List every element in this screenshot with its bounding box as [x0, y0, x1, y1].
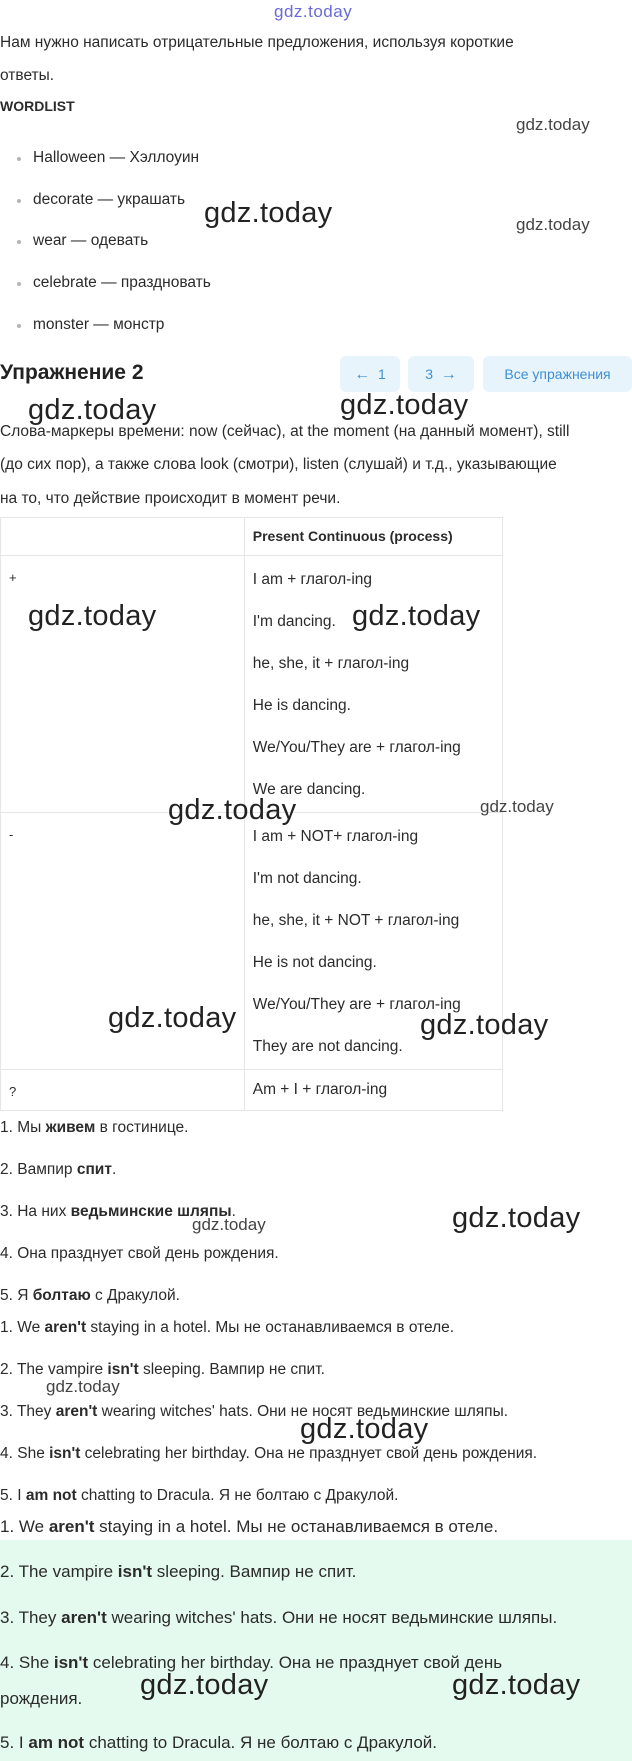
watermark: gdz.today: [516, 115, 590, 134]
bullet: [17, 282, 21, 286]
answer-line: 4. She isn't celebrating her birthday. Она не празднует свой день: [0, 1653, 503, 1672]
table-line: He is not dancing.: [252, 954, 377, 971]
prev-exercise-button[interactable]: ← 1: [340, 356, 400, 392]
wordlist-heading: WORDLIST: [0, 98, 75, 114]
arrow-right-icon: →: [440, 366, 457, 383]
markers-line-2: (до сих пор), а также слова look (смотри), listen (слушай) и т.д., указывающие: [0, 456, 557, 473]
watermark: gdz.today: [28, 394, 157, 426]
all-exercises-button[interactable]: Все упражнения: [483, 356, 632, 392]
answer-line: 5. I am not chatting to Dracula. Я не болтаю с Дракулой.: [0, 1733, 438, 1752]
table-line: I'm dancing.: [252, 613, 336, 630]
table-line: I am + глагол-ing: [252, 571, 373, 588]
intro-line-1: Нам нужно написать отрицательные предложения, используя короткие: [0, 34, 514, 51]
watermark: gdz.today: [480, 797, 554, 816]
answer-line: 1. We aren't staying in a hotel. Мы не останавливаемся в отеле.: [0, 1517, 499, 1536]
table-line: I am + NOT+ глагол-ing: [252, 828, 419, 845]
watermark: gdz.today: [140, 1669, 269, 1701]
next-exercise-button[interactable]: 3 →: [408, 356, 474, 392]
table-line: Am + I + глагол-ing: [252, 1081, 388, 1098]
ru-sentence: 1. Мы живем в гостинице.: [0, 1119, 189, 1136]
watermark: gdz.today: [300, 1413, 429, 1445]
table-line: he, she, it + глагол-ing: [252, 655, 410, 672]
markers-line-1: Слова-маркеры времени: now (сейчас), at the moment (на данный момент), still: [0, 423, 570, 440]
table-line: he, she, it + NOT + глагол-ing: [252, 912, 460, 929]
ru-sentence: 5. Я болтаю с Дракулой.: [0, 1287, 180, 1304]
ru-sentence: 2. Вампир спит.: [0, 1161, 117, 1178]
watermark: gdz.today: [420, 1009, 549, 1041]
watermark: gdz.today: [28, 600, 157, 632]
ru-sentence: 3. На них ведьминские шляпы.: [0, 1203, 236, 1220]
table-symbol-question: ?: [1, 1070, 245, 1111]
watermark: gdz.today: [452, 1669, 581, 1701]
ru-sentence: 4. Она празднует свой день рождения.: [0, 1245, 279, 1262]
watermark: gdz.today: [168, 794, 297, 826]
en-sentence: 4. She isn't celebrating her birthday. Она не празднует свой день рождения.: [0, 1445, 538, 1462]
table-header-empty: [1, 518, 245, 556]
table-line: We/You/They are + глагол-ing: [252, 996, 461, 1013]
en-sentence: 2. The vampire isn't sleeping. Вампир не спит.: [0, 1361, 325, 1378]
answer-line: 2. The vampire isn't sleeping. Вампир не спит.: [0, 1562, 357, 1581]
site-watermark-top: gdz.today: [274, 2, 353, 21]
en-sentence: 3. They aren't wearing witches' hats. Они не носят ведьминские шляпы.: [0, 1403, 509, 1420]
arrow-left-icon: ←: [354, 366, 371, 383]
en-sentence: 5. I am not chatting to Dracula. Я не болтаю с Дракулой.: [0, 1487, 399, 1504]
bullet: [17, 157, 21, 161]
table-line: I'm not dancing.: [252, 870, 362, 887]
en-sentence: 1. We aren't staying in a hotel. Мы не останавливаемся в отеле.: [0, 1319, 455, 1336]
table-line: We/You/They are + глагол-ing: [252, 739, 461, 756]
watermark: gdz.today: [192, 1215, 266, 1234]
watermark: gdz.today: [340, 389, 469, 421]
watermark: gdz.today: [204, 197, 333, 229]
table-cell-affirmative: [244, 556, 502, 813]
table-line: They are not dancing.: [252, 1038, 403, 1055]
watermark: gdz.today: [352, 600, 481, 632]
markers-line-3: на то, что действие происходит в момент речи.: [0, 490, 341, 507]
bullet: [17, 199, 21, 203]
watermark: gdz.today: [108, 1002, 237, 1034]
table-symbol-minus: -: [1, 813, 245, 1070]
table-symbol-plus: +: [1, 556, 245, 813]
table-cell-question: [244, 1070, 502, 1111]
exercise-title: Упражнение 2: [0, 361, 144, 384]
table-header: Present Continuous (process): [244, 518, 502, 556]
watermark: gdz.today: [452, 1202, 581, 1234]
intro-line-2: ответы.: [0, 67, 55, 84]
watermark: gdz.today: [516, 215, 590, 234]
bullet: [17, 240, 21, 244]
table-line: We are dancing.: [252, 781, 366, 798]
bullet: [17, 324, 21, 328]
watermark: gdz.today: [46, 1377, 120, 1396]
answer-line: рождения.: [0, 1689, 83, 1708]
answer-line: 3. They aren't wearing witches' hats. Они не носят ведьминские шляпы.: [0, 1608, 558, 1627]
table-line: He is dancing.: [252, 697, 351, 714]
